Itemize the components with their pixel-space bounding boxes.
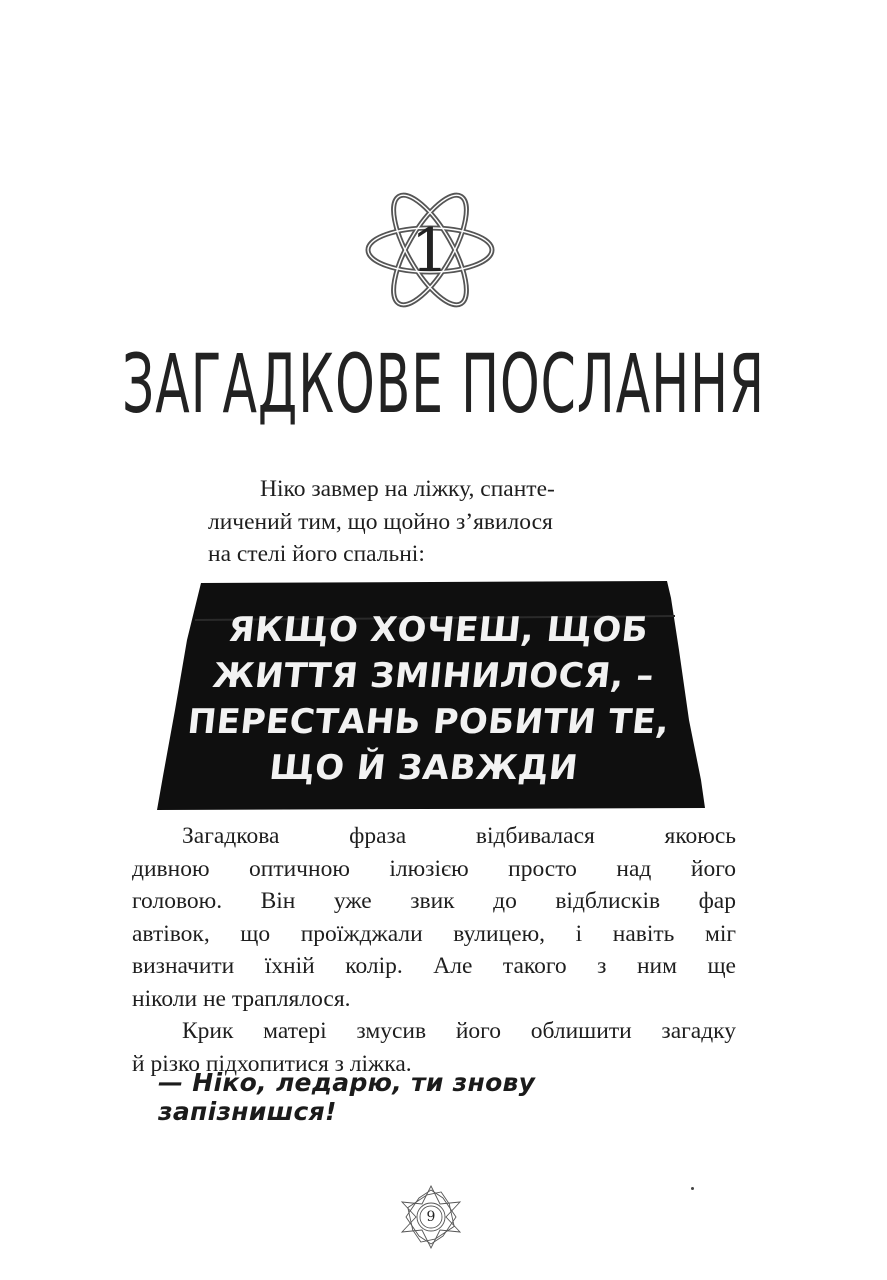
intro-paragraph bbox=[208, 473, 678, 571]
banner-line: ЩО Й ЗАВЖДИ bbox=[267, 748, 581, 788]
ink-speck bbox=[691, 1187, 694, 1190]
body-line: дивною оптичною ілюзією просто над його bbox=[132, 855, 736, 882]
page-number: 9 bbox=[426, 1209, 436, 1225]
body-paragraph bbox=[132, 820, 736, 1080]
body-line: Загадкова фраза відбивалася якоюсь bbox=[182, 823, 736, 849]
banner-line: ЯКЩО ХОЧЕШ, ЩОБ bbox=[226, 610, 651, 650]
atom-orbit-icon bbox=[360, 185, 500, 315]
banner-message bbox=[145, 607, 716, 791]
banner-line: ЖИТТЯ ЗМІНИЛОСЯ, – bbox=[210, 656, 657, 696]
body-line: ніколи не траплялося. bbox=[132, 985, 351, 1012]
intro-line: на стелі його спальні: bbox=[208, 541, 425, 567]
body-line: головою. Він уже звик до відблисків фар bbox=[132, 888, 736, 914]
banner-line: ПЕРЕСТАНЬ РОБИТИ ТЕ, bbox=[185, 702, 672, 742]
body-line: автівок, що проїжджали вулицею, і навіть міг bbox=[132, 920, 736, 947]
body-line: Крик матері змусив його облишити загадку bbox=[182, 1018, 736, 1044]
chapter-number: 1 bbox=[410, 216, 450, 286]
intro-line: Ніко завмер на ліжку, спанте- bbox=[260, 476, 555, 502]
body-line: визначити їхній колір. Але такого з ним ще bbox=[132, 953, 736, 979]
page-number-badge bbox=[398, 1184, 464, 1250]
chapter-title: ЗАГАДКОВЕ ПОСЛАННЯ bbox=[122, 338, 765, 433]
ceiling-message-banner bbox=[155, 580, 707, 812]
dialogue-line: — Ніко, ледарю, ти знову запізнишся! bbox=[158, 1068, 536, 1126]
intro-line: личений тим, що щойно з’явилося bbox=[208, 508, 553, 535]
chapter-emblem bbox=[360, 185, 500, 315]
body-line: й різко підхопитися з ліжка. bbox=[132, 1050, 412, 1077]
